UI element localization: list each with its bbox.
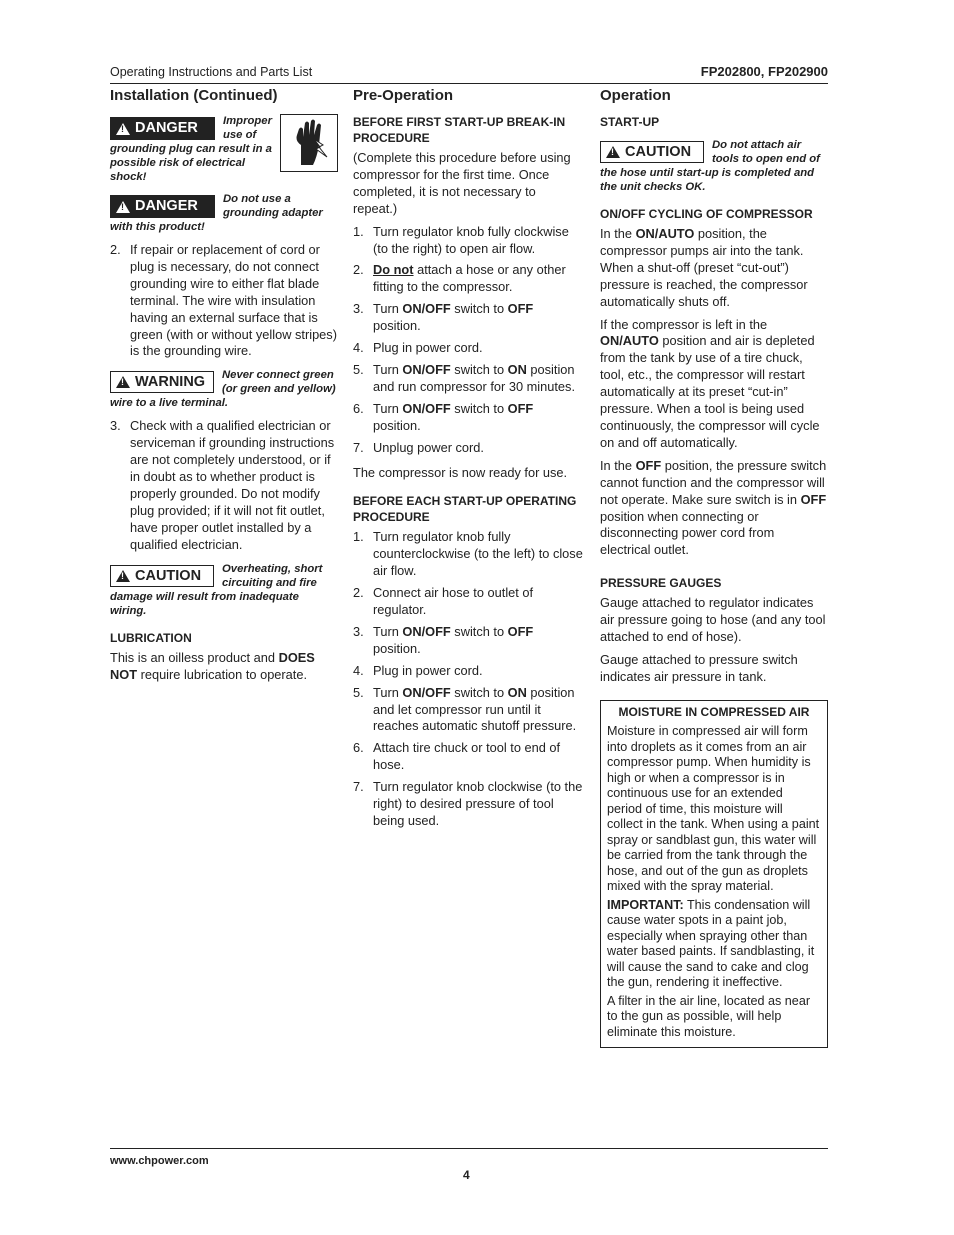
gauge-paragraph-2: Gauge attached to pressure switch indicates air pressure in tank. [600,651,798,684]
gauge-paragraph-1: Gauge attached to regulator indicates air pressure going to hose (and any tool attached to end of hose). [600,595,826,645]
danger-badge: ! DANGER [110,117,215,140]
page-number: 4 [463,1168,470,1182]
onoff-paragraph-1: In the ON/AUTO position, the compressor pumps air into the tank. When a shut-off (preset “cut-out”) pressure is reached, the compressor automatically shuts off. [600,226,808,309]
moisture-info-box [600,700,828,1049]
list-item: 3. Check with a qualified electrician or serviceman if grounding instructions are not completely understood, or if in doubt as to whether product is properly grounded. Do not modify plug provided; if it will not fit outlet, have proper outlet installed by a qualified electrician. [110,418,335,552]
moisture-text-2: IMPORTANT: This condensation will cause water spots in a paint job, especially when spraying other than water based paints. If sandblasting, it will cause the sand to cake and clog the gun, rendering it ineffective. [607,897,815,990]
list-item: 1. Turn regulator knob fully counterclockwise (to the left) to close air flow. [353,529,583,579]
section-title-operation: Operation [600,87,671,104]
warning-badge: ! WARNING [110,371,214,393]
onoff-paragraph-3: In the OFF position, the pressure switch cannot function and the compressor will not operate. Make sure switch is in OFF position when connecting or disconnecting power cord from electrical outlet. [600,457,827,558]
onoff-paragraph-2: If the compressor is left in the ON/AUTO position and air is depleted from the tank by use of a tire chuck, tool, etc., the compressor will restart automatically at its preset “cut-in” pressure. When a tool is being used continuously, the compressor will cycle on and off automatically. [600,316,820,450]
onoff-cycling-heading: ON/OFF CYCLING OF COMPRESSOR [600,207,813,221]
danger-notice-adapter: ! DANGER Do not use a grounding adapter with this product! [110,192,338,234]
list-item: 4. Plug in power cord. [353,340,483,356]
moisture-box-title: MOISTURE IN COMPRESSED AIR [618,704,810,719]
list-item: 7. Unplug power cord. [353,439,484,455]
list-item: 5. Turn ON/OFF switch to ON position and let compressor run until it reaches automatic shutoff pressure. [353,684,577,734]
list-item: 4. Plug in power cord. [353,662,483,678]
warning-triangle-icon [116,123,130,135]
pressure-gauges-heading: PRESSURE GAUGES [600,576,722,591]
caution-badge: ! CAUTION [600,141,704,163]
page-header [110,64,828,84]
operating-procedure-heading: BEFORE EACH START-UP OPERATING PROCEDURE [353,494,577,525]
list-item: 3. Turn ON/OFF switch to OFF position. [353,301,534,334]
danger-badge: ! DANGER [110,195,215,218]
list-item: 3. Turn ON/OFF switch to OFF position. [353,623,534,656]
break-in-intro: (Complete this procedure before using compressor for the first time. Once completed, it is not necessary to repeat.) [353,150,571,216]
section-title-installation: Installation (Continued) [110,87,278,104]
warning-triangle-icon [116,376,130,388]
grounding-steps-list [110,242,338,360]
operating-steps [353,529,583,830]
moisture-text-3: A filter in the air line, located as near to the gun as possible, will help eliminate this moisture. [607,993,811,1039]
page-footer [110,1148,828,1182]
ready-text: The compressor is now ready for use. [353,464,568,480]
list-item: 6. Attach tire chuck or tool to end of hose. [353,740,561,773]
warning-triangle-icon [116,570,130,582]
list-item: 2. Do not attach a hose or any other fitting to the compressor. [353,262,566,295]
list-item: 1. Turn regulator knob fully clockwise (to the right) to open air flow. [353,223,569,256]
electric-shock-icon [280,114,338,172]
list-item: 2. Connect air hose to outlet of regulator. [353,585,534,618]
column-operation [600,86,828,1048]
moisture-text-1: Moisture in compressed air will form into droplets as it comes from an air compressor pump. When humidity is high or when a compressor is in continuous use for an extended period of time, this moisture will collect in the tank. When using a paint spray or sandblast gun, this water will be carried from the tank through the hose, and out of the gun as droplets mixed with the spray material. [607,724,820,894]
doc-title: Operating Instructions and Parts List [110,65,313,79]
list-item: 2. If repair or replacement of cord or plug is necessary, do not connect grounding wire to either flat blade terminal. The wire with insulation having an external surface that is green (with or without yellow stripes) is the grounding wire. [110,242,337,359]
startup-heading: START-UP [600,115,660,129]
column-installation [110,86,338,689]
warning-triangle-icon [606,146,620,158]
warning-notice-live-terminal: ! WARNING Never connect green (or green and yellow) wire to a live terminal. [110,368,338,410]
list-item: 5. Turn ON/OFF switch to ON position and run compressor for 30 minutes. [353,361,576,394]
section-title-pre-operation: Pre-Operation [353,87,454,104]
grounding-steps-list-cont [110,418,338,553]
danger-notice-grounding-plug: ! DANGER Improper use of grounding plug can result in a possible risk of electrical shock! [110,114,338,184]
website-url: www.chpower.com [110,1155,209,1167]
break-in-steps [353,224,583,457]
column-pre-operation [353,86,583,838]
list-item: 6. Turn ON/OFF switch to OFF position. [353,400,534,433]
caution-badge: ! CAUTION [110,565,214,587]
caution-notice-wiring: ! CAUTION Overheating, short circuiting and fire damage will result from inadequate wiring. [110,562,338,618]
model-numbers: FP202800, FP202900 [700,64,828,79]
warning-triangle-icon [116,201,130,213]
lubrication-text: This is an oilless product and DOES NOT require lubrication to operate. [110,649,315,682]
break-in-heading: BEFORE FIRST START-UP BREAK-IN PROCEDURE [353,115,566,145]
lubrication-heading: LUBRICATION [110,630,192,645]
list-item: 7. Turn regulator knob clockwise (to the right) to desired pressure of tool being used. [353,779,583,828]
caution-notice-startup: ! CAUTION Do not attach air tools to open end of the hose until start-up is completed and the unit checks OK. [600,138,828,194]
